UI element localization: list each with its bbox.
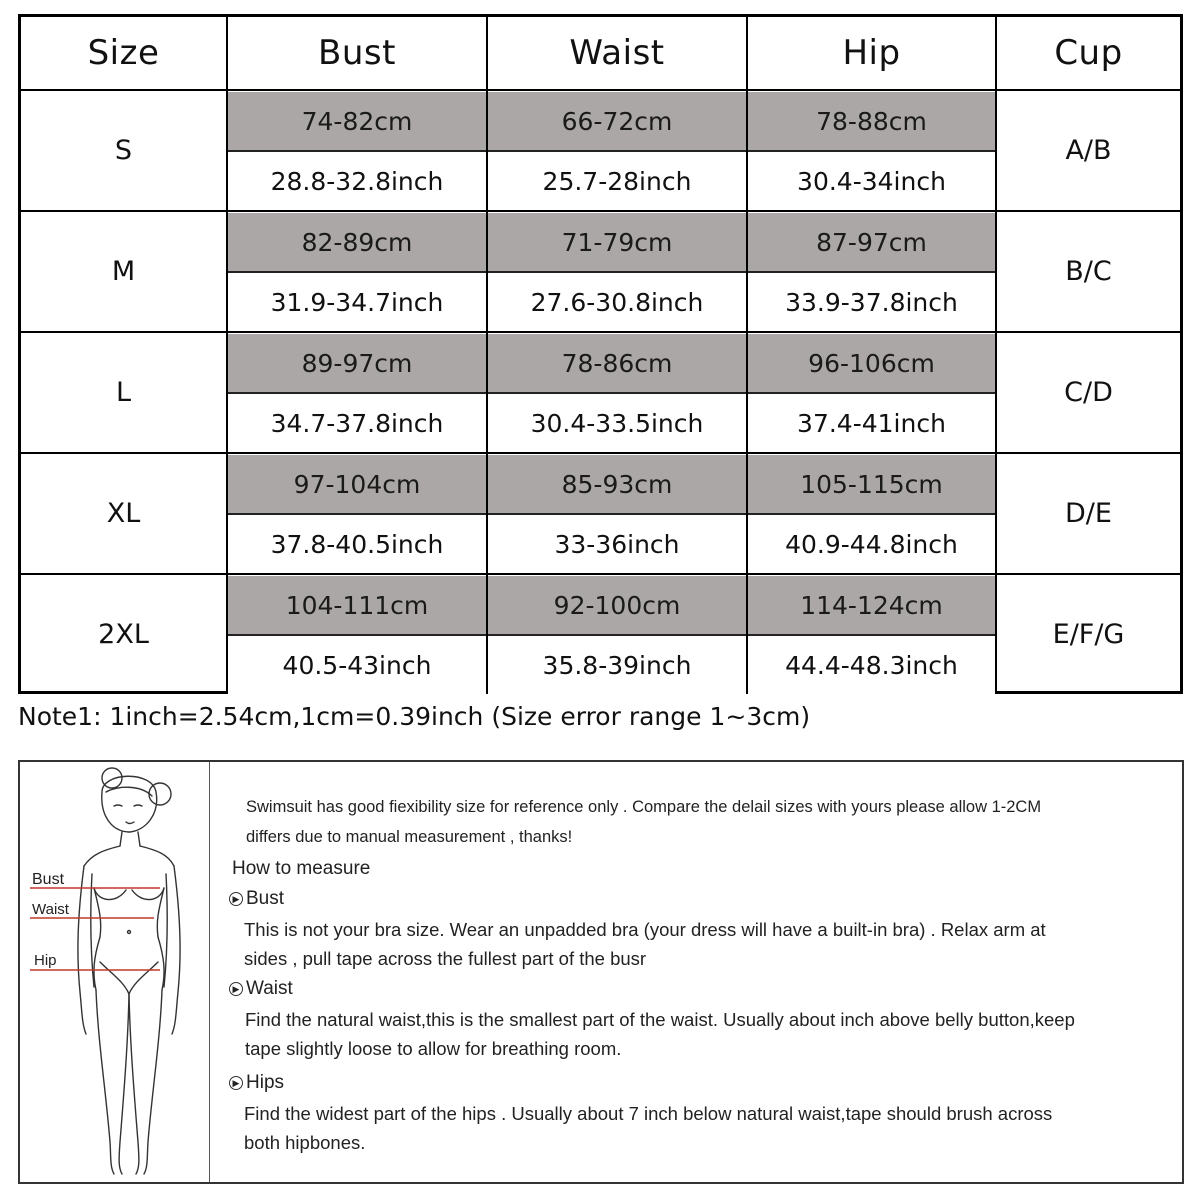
waist-figure-label: Waist (32, 901, 69, 918)
bust-inch-cell: 31.9-34.7inch (228, 273, 486, 331)
column-divider (746, 17, 748, 691)
table-row (21, 91, 1180, 212)
hip-inch-cell: 30.4-34inch (748, 152, 995, 210)
hip-inch-cell: 40.9-44.8inch (748, 515, 995, 573)
waist-inch-cell: 27.6-30.8inch (488, 273, 746, 331)
bust-inch-cell: 34.7-37.8inch (228, 394, 486, 452)
header-cup: Cup (1054, 33, 1123, 73)
waist-cm-cell: 85-93cm (488, 455, 746, 513)
hip-inch-cell: 37.4-41inch (748, 394, 995, 452)
intro-line-2: differs due to manual measurement , thanks! (246, 828, 573, 846)
cup-label: B/C (1065, 256, 1112, 287)
table-row (21, 454, 1180, 575)
bust-inch-cell: 40.5-43inch (228, 636, 486, 694)
section-title-text: Bust (246, 888, 285, 909)
bust-inch-cell: 28.8-32.8inch (228, 152, 486, 210)
intro-line-1: Swimsuit has good fiexibility size for reference only . Compare the delail sizes with yours please allow 1-2CM (246, 798, 1042, 816)
bust-cm-cell: 97-104cm (228, 455, 486, 513)
section-title-bust (229, 888, 284, 910)
how-to-heading: How to measure (232, 858, 371, 879)
bust-desc-line-2: sides , pull tape across the fullest part of the busr (244, 948, 647, 969)
column-divider (486, 17, 488, 691)
column-divider (226, 17, 228, 691)
table-header-row (21, 17, 1180, 91)
size-label: M (111, 256, 136, 287)
waist-inch-cell: 25.7-28inch (488, 152, 746, 210)
hip-inch-cell: 33.9-37.8inch (748, 273, 995, 331)
header-hip: Hip (842, 33, 901, 73)
size-label: S (114, 135, 133, 166)
waist-cm-cell: 66-72cm (488, 92, 746, 150)
body-figure-illustration (20, 762, 209, 1182)
waist-inch-cell: 35.8-39inch (488, 636, 746, 694)
cup-label: D/E (1065, 498, 1112, 529)
hips-desc-line-1: Find the widest part of the hips . Usually about 7 inch below natural waist,tape should brush across (244, 1103, 1053, 1124)
size-label: 2XL (98, 619, 149, 650)
header-bust: Bust (318, 33, 396, 73)
column-divider (995, 17, 997, 691)
hip-figure-label: Hip (34, 952, 57, 969)
woman-figure-icon (20, 762, 209, 1182)
size-chart-table (18, 14, 1183, 694)
cup-label: E/F/G (1052, 619, 1125, 650)
bust-figure-label: Bust (32, 871, 65, 888)
cup-label: A/B (1065, 135, 1112, 166)
circle-arrow-icon: ▶ (229, 892, 243, 906)
circle-arrow-icon: ▶ (229, 1076, 243, 1090)
waist-cm-cell: 78-86cm (488, 334, 746, 392)
section-title-text: Hips (246, 1072, 285, 1093)
header-waist: Waist (569, 33, 665, 73)
conversion-note: Note1: 1inch=2.54cm,1cm=0.39inch (Size error range 1~3cm) (18, 702, 811, 731)
cup-label: C/D (1064, 377, 1113, 408)
bust-cm-cell: 82-89cm (228, 213, 486, 271)
waist-cm-cell: 92-100cm (488, 576, 746, 634)
hip-cm-cell: 96-106cm (748, 334, 995, 392)
bust-cm-cell: 89-97cm (228, 334, 486, 392)
table-row (21, 333, 1180, 454)
bust-inch-cell: 37.8-40.5inch (228, 515, 486, 573)
measure-guide (18, 760, 1184, 1184)
hip-cm-cell: 87-97cm (748, 213, 995, 271)
hip-cm-cell: 78-88cm (748, 92, 995, 150)
table-row (21, 212, 1180, 333)
waist-desc-line-2: tape slightly loose to allow for breathing room. (245, 1038, 622, 1059)
bust-cm-cell: 74-82cm (228, 92, 486, 150)
section-title-waist (229, 978, 293, 1000)
section-title-hips (229, 1072, 284, 1094)
waist-cm-cell: 71-79cm (488, 213, 746, 271)
guide-divider (209, 762, 210, 1182)
circle-arrow-icon: ▶ (229, 982, 243, 996)
hip-cm-cell: 114-124cm (748, 576, 995, 634)
bust-cm-cell: 104-111cm (228, 576, 486, 634)
table-row (21, 575, 1180, 696)
waist-desc-line-1: Find the natural waist,this is the smallest part of the waist. Usually about inch above belly button,keep (245, 1009, 1075, 1030)
waist-inch-cell: 33-36inch (488, 515, 746, 573)
size-label: L (115, 377, 132, 408)
size-label: XL (106, 498, 141, 529)
hip-cm-cell: 105-115cm (748, 455, 995, 513)
header-size: Size (87, 33, 160, 73)
hip-inch-cell: 44.4-48.3inch (748, 636, 995, 694)
section-title-text: Waist (246, 978, 293, 999)
waist-inch-cell: 30.4-33.5inch (488, 394, 746, 452)
hips-desc-line-2: both hipbones. (244, 1132, 366, 1153)
bust-desc-line-1: This is not your bra size. Wear an unpadded bra (your dress will have a built-in bra) . Relax arm at (244, 919, 1046, 940)
